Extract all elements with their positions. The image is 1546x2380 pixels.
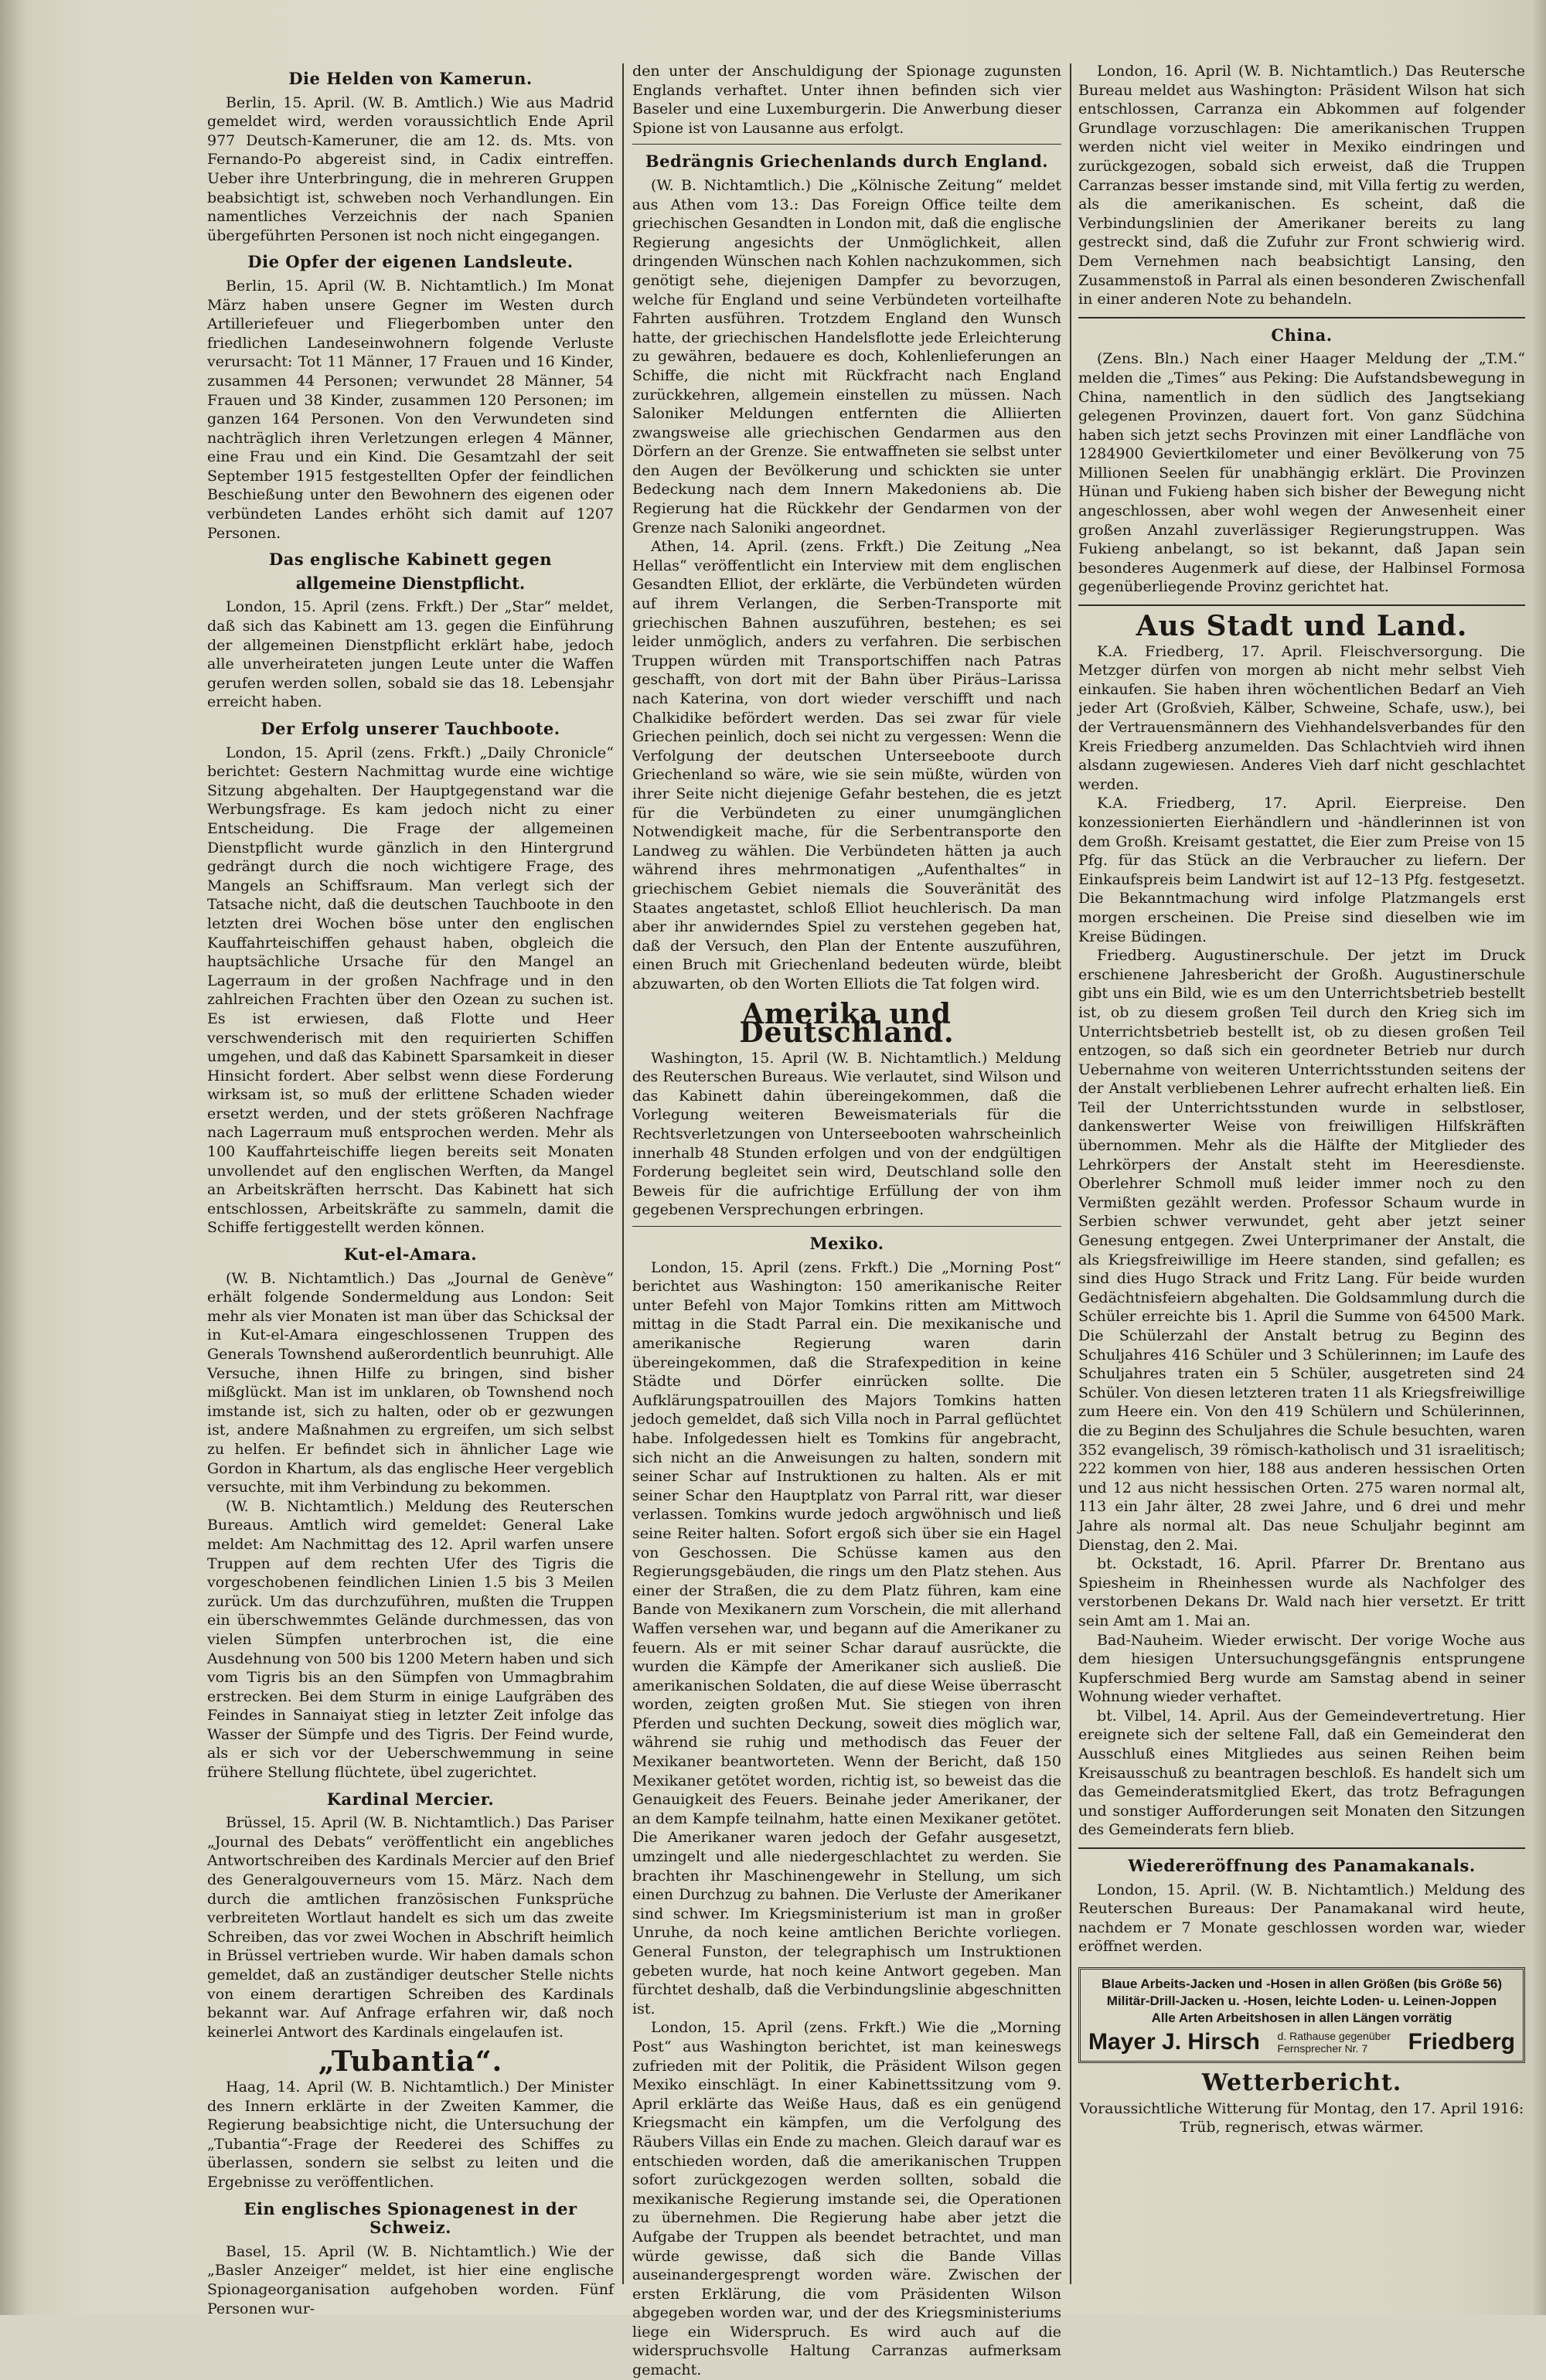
article-helden-kamerun-text: Berlin, 15. April. (W. B. Amtlich.) Wie aus Madrid gemeldet wird, werden voraussichtlich Ende April 977 Deutsch-Kameruner, die am 12. ds. Mts. von Fernando-Po abgereist sind, in Cadix eintreffen. Ueber ihre Unterbringung, die in mehreren Gruppen beabsichtigt ist, schweben noch Verhandlungen. Ein namentliches Verzeichnis der nach Spanien übergeführten Personen ist noch nicht eingegangen. <box>207 94 614 244</box>
article-mexiko-text-1: London, 15. April (zens. Frkft.) Die „Morning Post“ berichtet aus Washington: 150 amerikanische Reiter unter Befehl von Major Tomkins ritten am Mittwoch mittag in die Stadt Parral ein. Die mexikanische und amerikanische Regierung waren darin übereingekommen, daß die Strafexpedition in keine Städte und Dörfer einrücken sollte. Die Aufklärungspatrouillen des Majors Tomkins hatten jedoch gemeldet, daß sich Villa noch in Parral geflüchtet habe. Infolgedessen hielt es Tomkins für angebracht, sich nicht an die Anweisungen zu halten, sondern mit seiner Schar auf Instruktionen zu halten. Als er mit seiner Schar den Hauptplatz von Parral ritt, war dieser verlassen. Tomkins wurde jedoch argwöhnisch und ließ seine Reiter halten. Sofort ergoß sich über sie ein Hagel von Geschossen. Die Schüsse kamen aus den Regierungsgebäuden, die rings um den Platz stehen. Aus einer der Straßen, die zu dem Platz führen, kam eine Bande von Mexikanern zum Vorschein, die mit allerhand Waffen versehen war, und begann auf die Amerikaner zu feuern. Als er mit seiner Schar darauf ausrückte, die wurden die Kämpfe der Amerikaner sich ausließ. Die amerikanischen Soldaten, die auf diese Weise überrascht worden, zeigten großen Mut. Sie stiegen von ihren Pferden und suchten Deckung, soweit dies möglich war, während sie ruhig und methodisch das Feuer der Mexikaner beantworteten. Wenn der Bericht, daß 150 Mexikaner getötet worden, richtig ist, so beweist das die Genauigkeit des Feuers. Beinahe jeder Amerikaner, der an dem Kampfe teilnahm, hatte einen Mexikaner getötet. Die Amerikaner waren jedoch der Gefahr ausgesetzt, umzingelt und alle niedergeschlachtet zu werden. Sie brachten ihr Maschinengewehr in Stellung, um sich einen Durchzug zu bahnen. Die Verluste der Amerikaner sind schwer. Im Kriegsministerium ist man in großer Unruhe, da noch keine amtlichen Berichte vorliegen. General Funston, der telegraphisch um Instruktionen gebeten wurde, hat noch keine Antwort gegeben. Man fürchtet deshalb, daß die Verbindungslinie abgeschnitten ist. <box>632 1258 1061 2017</box>
weather-report <box>1078 2069 1525 2137</box>
ad-town: Friedberg <box>1408 2028 1515 2055</box>
column-rule-2 <box>1070 63 1071 2284</box>
divider <box>1078 604 1525 606</box>
weather-forecast-text: Trüb, regnerisch, etwas wärmer. <box>1180 2119 1424 2137</box>
headline-tauchboote: Der Erfolg unserer Tauchboote. <box>261 719 560 738</box>
article-china-text: (Zens. Bln.) Nach einer Haager Meldung der „T.M.“ melden die „Times“ aus Peking: Die Aufstandsbewegung in China, namentlich in den südlich des Jangtsekiang gelegenen Provinzen, dauert fort. Von ganz Südchina haben sich jetzt sechs Provinzen mit einer Landfläche von 1284900 Geviertkilometer und einer Bevölkerung von 75 Millionen Seelen für unabhängig erklärt. Die Provinzen Hünan und Fukieng haben sich bisher der Bewegung nicht angeschlossen, aber wohl wegen der Anwesenheit einer großen Anzahl zuverlässiger Regierungstruppen. Was Fukieng anbelangt, so ist bekannt, daß Japan sein besonderes Augenmerk auf diese, der Halbinsel Formosa gegenüberliegende Provinz gerichtet hat. <box>1078 350 1525 596</box>
headline-panamakanal: Wiedereröffnung des Panamakanals. <box>1128 1856 1476 1876</box>
headline-griechenland: Bedrängnis Griechenlands durch England. <box>645 152 1049 172</box>
ad-firm-row <box>1088 2030 1515 2055</box>
column-middle <box>632 62 1061 2379</box>
headline-mexiko: Mexiko. <box>809 1234 884 1254</box>
article-amerika-deutschland-text: Washington, 15. April (W. B. Nichtamtlich.) Meldung des Reuterschen Bureaus. Wie verlautet, sind Wilson und das Kabinett dahin übereingekommen, daß die Vorlegung weiteren Beweismaterials für die Rechtsverletzungen von Unterseebooten wahrscheinlich innerhalb 48 Stunden erfolgen und von der endgültigen Forderung begleitet sein wird, Deutschland solle den Beweis für die aufrichtige Erfüllung der von ihm gegebenen Versprechungen erbringen. <box>632 1049 1061 1219</box>
article-kardinal-mercier-text: Brüssel, 15. April (W. B. Nichtamtlich.) Das Pariser „Journal des Debats“ veröffentlicht ein angebliches Antwortschreiben des Kardinals Mercier auf den Brief des Generalgouverneurs vom 15. März. Nach dem durch die amtlichen französischen Funksprüche verbreiteten Wortlaut handelt es sich um das zweite Schreiben, das vor zwei Wochen in Abschrift heimlich in Brüssel vertrieben wurde. Wir haben damals schon gemeldet, daß an zuständiger deutscher Stelle nichts von einem derartigen Schreiben des Kardinals bekannt war. Auf Anfrage erfahren wir, daß noch keinerlei Antwort des Kardinals eingelaufen ist. <box>207 1814 614 2041</box>
headline-helden-kamerun: Die Helden von Kamerun. <box>288 69 533 88</box>
headline-china: China. <box>1271 325 1333 345</box>
article-griechenland-text-2: Athen, 14. April. (zens. Frkft.) Die Zeitung „Nea Hellas“ veröffentlicht ein Interview mit dem englischen Gesandten Elliot, der erklärte, die Verbündeten würden auf ihrem Verlangen, die Serben-Transporte mit griechischen Bahnen auszuführen, bestehen; es sei leider unmöglich, anders zu verfahren. Die serbischen Truppen würden mit Transportschiffen nach Patras geschafft, von dort mit der Bahn über Piräus–Larissa nach Katerina, von dort wieder verschifft und nach Chalkidike befördert werden. Das sei zwar für viele Griechen peinlich, doch sei nicht zu vergessen: Wenn die Verfolgung der deutschen Unterseeboote durch Griechenland so wäre, wie sie sein müßte, würden von ihrer Seite nicht diejenige Gefahr bestehen, die es jetzt für die Verbündeten zu einer unumgänglichen Notwendigkeit mache, für die Serbentransporte den Landweg zu wählen. Die Verbündeten hätten ja auch während ihres mehrmonatigen „Aufenthaltes“ in griechischem Gebiet niemals die Souveränität des Staates angetastet, schloß Elliot heuchlerisch. Da man aber ihr anwiderndes Spiel zu verstehen gegeben hat, daß der Versuch, den Plan der Entente auszuführen, einen Bruch mit Griechenland bedeuten würde, bleibt abzuwarten, ob den Worten Elliots die Tat folgen wird. <box>632 538 1061 993</box>
binding-edge <box>0 0 26 2315</box>
ad-firm-name: Mayer J. Hirsch <box>1088 2028 1260 2055</box>
headline-opfer-landsleute: Die Opfer der eigenen Landsleute. <box>247 252 574 272</box>
divider <box>1078 317 1525 318</box>
article-mexiko-text-2: London, 15. April (zens. Frkft.) Wie die „Morning Post“ aus Washington berichtet, ist man keineswegs zufrieden mit der Politik, die Präsident Wilson gegen Mexiko einschlägt. In einer Kabinettssitzung vom 9. April erklärte das Weiße Haus, daß es ein genügend Kriegsmacht ein kämpfen, um die Verfolgung des Räubers Villas ein Ende zu machen. Gleich darauf war es entschieden worden, daß die amerikanischen Truppen sofort zurückgezogen werden sollten, sobald die mexikanische Regierung imstande sei, die Operationen zu übernehmen. Die Regierung habe aber jetzt die Aufgabe der Truppen als beendet betrachtet, und man würde gewisse, daß sich die Bande Villas auseinandergesprengt worden wäre. Zwischen der ersten Erklärung, die vom Präsidenten Wilson abgegeben worden war, und der des Kriegsministeriums liege ein Widerspruch. Es wird auch auf die widerspruchsvolle Haltung Carranzas aufmerksam gemacht. <box>632 2019 1061 2379</box>
headline-aus-stadt-und-land: Aus Stadt und Land. <box>1136 610 1468 643</box>
divider <box>1078 1847 1525 1849</box>
ad-line-2: Militär-Drill-Jacken u. -Hosen, leichte Loden- u. Leinen-Joppen <box>1106 1994 1497 2008</box>
article-kut-el-amara-text-1: (W. B. Nichtamtlich.) Das „Journal de Genève“ erhält folgende Sondermeldung aus London: Seit mehr als vier Monaten ist man über das Schicksal der in Kut-el-Amara eingeschlossenen Truppen des Generals Townshend außerordentlich beunruhigt. Alle Versuche, ihnen Hilfe zu bringen, sind bisher mißglückt. Man ist im unklaren, ob Townshend noch imstande ist, sich zu halten, oder ob er gezwungen ist, andere Maßnahmen zu ergreifen, um sich selbst zu helfen. Er befindet sich in ähnlicher Lage wie Gordon in Khartum, als das englische Heer vergeblich versuchte, mit ihm Verbindung zu bekommen. <box>207 1269 614 1496</box>
headline-kabinett-gegen: Das englische Kabinett gegen <box>269 550 552 570</box>
article-opfer-landsleute-text: Berlin, 15. April (W. B. Nichtamtlich.) Im Monat März haben unsere Gegner im Westen durch Artilleriefeuer und Fliegerbomben unter den friedlichen Landeseinwohnern folgende Verluste verursacht: Tot 11 Männer, 17 Frauen und 16 Kinder, zusammen 44 Personen; verwundet 28 Männer, 54 Frauen und 38 Kinder, zusammen 120 Personen; im ganzen 164 Personen. Von den Verwundeten sind nachträglich ihren Verletzungen erlegen 4 Männer, eine Frau und ein Kind. Die Gesamtzahl der seit September 1915 festgestellten Opfer der feindlichen Beschießung unter den Bewohnern des eigenen oder verbündeten Landes erhöht sich damit auf 1207 Personen. <box>207 277 614 542</box>
local-news-ockstadt: bt. Ockstadt, 16. April. Pfarrer Dr. Brentano aus Spiesheim in Rheinhessen wurde als Nachfolger des verstorbenen Dekans Dr. Wald nach hier versetzt. Er tritt sein Amt am 1. Mai an. <box>1078 1555 1525 1629</box>
ad-address <box>1278 2030 1391 2055</box>
article-spionagenest-text: Basel, 15. April (W. B. Nichtamtlich.) Wie der „Basler Anzeiger“ meldet, ist hier eine englische Spionageorganisation aufgehoben worden. Fünf Personen wur- <box>207 2242 614 2317</box>
headline-wetterbericht: Wetterbericht. <box>1201 2069 1402 2096</box>
article-kabinett-text: London, 15. April (zens. Frkft.) Der „Star“ meldet, daß sich das Kabinett am 13. gegen die Einführung der allgemeinen Dienstpflicht erklärt habe, jedoch alle unverheirateten jungen Leute unter die Waffen gerufen werden sollen, sobald sie das 18. Lebensjahr erreicht haben. <box>207 598 614 711</box>
ad-line-3: Alle Arten Arbeitshosen in allen Längen vorrätig <box>1151 2011 1452 2025</box>
divider <box>632 1226 1061 1227</box>
advertisement-mayer-hirsch <box>1078 1967 1525 2063</box>
headline-spionagenest: Ein englisches Spionagenest in der Schweiz. <box>243 2198 577 2238</box>
headline-kut-el-amara: Kut-el-Amara. <box>343 1244 478 1265</box>
column-left <box>207 62 614 2317</box>
article-mexiko-wilson-text: London, 16. April (W. B. Nichtamtlich.) Das Reutersche Bureau meldet aus Washington: Präsident Wilson hat sich entschlossen, Carranza ein Abkommen auf folgender Grundlage vorzuschlagen: Die amerikanischen Truppen werden nicht viel weiter in Mexiko eindringen und zurückgezogen, sobald sich erweist, daß die Truppen Carranzas besser imstande sind, mit Villa fertig zu werden, als die amerikanischen. Es scheint, daß die Verbindungslinien der Amerikaner bereits zu lang gestreckt sind, daß die Zufuhr zur Front schwierig wird. Dem Vernehmen nach beabsichtigt Lansing, den Zusammenstoß in Parral als einen besonderen Zwischenfall in einer anderen Note zu behandeln. <box>1078 63 1525 308</box>
article-kut-el-amara-text-2: (W. B. Nichtamtlich.) Meldung des Reuterschen Bureaus. Amtlich wird gemeldet: General Lake meldet: Am Nachmittag des 12. April warfen unsere Truppen auf dem rechten Ufer des Tigris die vorgeschobenen feindlichen Linien 1.5 bis 3 Meilen zurück. Um das durchzuführen, mußten die Truppen ein überschwemmtes Gelände durchmessen, das von vielen Sümpfen unterbrochen ist, die eine Ausdehnung von 500 bis 1200 Metern haben und sich vom Tigris bis an den Sümpfen von Ummagbrahim erstrecken. Bei dem Sturm in einige Laufgräben des Feindes in Sannaiyat stieg in letzter Zeit infolge das Wasser der Sümpfe und des Tigris. Der Feind wurde, als er sich vor der Ueberschwemmung in seine frühere Stellung flüchtete, übel zugerichtet. <box>207 1497 614 1782</box>
local-news-bad-nauheim: Bad-Nauheim. Wieder erwischt. Der vorige Woche aus dem hiesigen Untersuchungsgefängnis entsprungene Kupferschmied Berg wurde am Samstag abend in seiner Wohnung wieder verhaftet. <box>1078 1631 1525 1706</box>
column-rule-1 <box>622 63 624 2284</box>
article-tubantia-text: Haag, 14. April (W. B. Nichtamtlich.) Der Minister des Innern erklärte in der Zweiten Kammer, die Regierung beabsichtige nicht, die Untersuchung der „Tubantia“-Frage der Reederei des Schiffes zu überlassen, sondern sie selbst zu leiten und die Ergebnisse zu veröffentlichen. <box>207 2078 614 2191</box>
headline-amerika-deutschland: Amerika und Deutschland. <box>739 997 955 1050</box>
headline-dienstpflicht: allgemeine Dienstpflicht. <box>295 573 526 593</box>
article-panamakanal-text: London, 15. April. (W. B. Nichtamtlich.) Meldung des Reuterschen Bureaus: Der Panamakanal wird heute, nachdem er 7 Monate geschlossen worden war, wieder eröffnet werden. <box>1078 1881 1525 1956</box>
headline-kardinal-mercier: Kardinal Mercier. <box>326 1789 495 1809</box>
article-spionagenest-continued: den unter der Anschuldigung der Spionage zugunsten Englands verhaftet. Unter ihnen befinden sich vier Baseler und eine Luxemburgerin. Die Anwerbung dieser Spione ist von Lausanne aus erfolgt. <box>632 63 1061 137</box>
local-news-eierpreise: K.A. Friedberg, 17. April. Eierpreise. Den konzessionierten Eierhändlern und -händlerinnen ist von dem Großh. Kreisamt gestattet, die Eier zum Preise von 15 Pfg. für das Stück an die Verbraucher zu liefern. Der Einkaufspreis beim Landwirt ist auf 12–13 Pfg. festgesetzt. Die Bekanntmachung wird infolge Platzmangels erst morgen erscheinen. Die Preise sind dieselben wie im Kreise Büdingen. <box>1078 795 1525 945</box>
local-news-vilbel: bt. Vilbel, 14. April. Aus der Gemeindevertretung. Hier ereignete sich der seltene Fall, daß ein Gemeinderat den Ausschluß eines Mitgliedes aus seinen Reihen beim Kreisausschuß zu beantragen beschloß. Es handelt sich um das Gemeinderatsmitglied Ekert, das trotz Befragungen und sonstiger Aufforderungen seit Monaten den Sitzungen des Gemeinderats fern blieb. <box>1078 1707 1525 1839</box>
weather-forecast-date: Voraussichtliche Witterung für Montag, den 17. April 1916: <box>1079 2099 1524 2117</box>
article-tauchboote-text: London, 15. April (zens. Frkft.) „Daily Chronicle“ berichtet: Gestern Nachmittag wurde eine wichtige Sitzung abgehalten. Der Hauptgegenstand war die Werbungsfrage. Es kam jedoch nicht zu einer Entscheidung. Die Frage der allgemeinen Dienstpflicht wurde gänzlich in den Hintergrund gedrängt durch die noch wichtigere Frage, des Mangels an Schiffsraum. Man verlegt sich der Tatsache nicht, daß die deutschen Tauchboote in den letzten drei Wochen böse unter den englischen Kauffahrteischiffen gehaust haben, obgleich die hauptsächliche Ursache für den Mangel an Lagerraum in der großen Nachfrage und in den zahlreichen Frachten über den Ozean zu suchen ist. Es ist erwiesen, daß Flotte und Heer verschwenderisch mit den requirierten Schiffen umgehen, und daß das Kabinett Sparsamkeit in dieser Hinsicht fordert. Aber selbst wenn diese Forderung wirksam ist, so muß der erlittene Schaden wieder ersetzt werden, und der stets größeren Nachfrage nach Lagerraum muß entsprochen werden. Mehr als 100 Kauffahrteischiffe liegen bereits seit Monaten unvollendet auf den englischen Werften, da Mangel an Arbeitskräften herrscht. Das Kabinett hat sich entschlossen, Arbeitskräfte zu sammeln, damit die Schiffe fertiggestellt werden können. <box>207 744 614 1237</box>
page-edge-right <box>1531 0 1546 2315</box>
column-right <box>1078 62 1525 2284</box>
divider <box>632 144 1061 145</box>
local-news-fleischversorgung: K.A. Friedberg, 17. April. Fleischversorgung. Die Metzger dürfen von morgen ab nicht mehr selbst Vieh einkaufen. Sie haben ihren wöchentlichen Bedarf an Vieh jeder Art (Großvieh, Kälber, Schweine, Schafe, usw.), bei der Vertrauensmännern des Viehhandelsverbandes für den Kreis Friedberg anzumelden. Das Schlachtvieh wird ihnen alsdann zugewiesen. Anderes Vieh darf nicht geschlachtet werden. <box>1078 642 1525 793</box>
ad-address-line-2: Fernsprecher Nr. 7 <box>1277 2042 1368 2055</box>
headline-tubantia: „Tubantia“. <box>318 2045 503 2079</box>
ad-line-1: Blaue Arbeits-Jacken und -Hosen in allen Größen (bis Größe 56) <box>1102 1977 1502 1991</box>
ad-address-line-1: d. Rathause gegenüber <box>1277 2030 1391 2042</box>
local-news-augustinerschule: Friedberg. Augustinerschule. Der jetzt im Druck erschienene Jahresbericht der Großh. Augustinerschule gibt uns ein Bild, wie es um den Unterrichtsbetrieb bestellt ist, ob zu diesem großen Teil durch den Krieg sich im Unterrichtsbetrieb bestellt ist, ob zu diesen großen Teil entzogen, so daß sich ein geordneter Betrieb nur durch Uebernahme von weiteren Unterrichtsstunden seitens der der Anstalt verbliebenen Lehrer aufrecht erhalten ließ. Ein Teil der Unterrichtsstunden wurde in selbstloser, dankenswerter Weise von freiwilligen Hilfskräften übernommen. Mehr als die Hälfte der Mitglieder des Lehrkörpers der Anstalt steht im Heeresdienste. Oberlehrer Schmoll muß leider immer noch zu den Vermißten gezählt werden. Professor Schaum wurde in Serbien schwer verwundet, geht aber jetzt seiner Genesung entgegen. Zwei Unterprimaner der Anstalt, die als Kriegsfreiwillige im Heere standen, sind gefallen; es sind dies Hugo Strack und Fritz Lang. Für beide wurden Gedächtnisfeiern abgehalten. Die Goldsammlung durch die Schüler erreichte bis 1. April die Summe von 64500 Mark. Die Schülerzahl der Anstalt betrug zu Beginn des Schuljahres 416 Schüler und 3 Schülerinnen; im Laufe des Schuljahres traten ein 5 Schüler, ausgetreten sind 24 Schüler. Von diesen letzteren traten 11 als Kriegsfreiwillige zum Heere ein. Von den 419 Schülern und Schülerinnen, die zu Beginn des Schuljahres die Schule besuchten, waren 352 evangelisch, 39 römisch-katholisch und 31 israelitisch; 222 kommen von hier, 188 aus anderen hessischen Orten und 12 aus nicht hessischen Orten. 275 waren normal alt, 113 ein Jahr älter, 28 zwei Jahre, und 6 drei und mehr Jahre als normal alt. Das neue Schuljahr beginnt am Dienstag, den 2. Mai. <box>1078 947 1525 1554</box>
article-griechenland-text-1: (W. B. Nichtamtlich.) Die „Kölnische Zeitung“ meldet aus Athen vom 13.: Das Foreign Office teilte dem griechischen Gesandten in London mit, daß die englische Regierung angesichts der Unmöglichkeit, allen dringenden Wünschen nach Kohlen nachzukommen, sich genötigt sehe, diejenigen Dampfer zu bevorzugen, welche für England und seine Verbündeten vorteilhafte Fahrten ausführen. Trotzdem England den Wunsch hatte, der griechischen Handelsflotte jede Erleichterung zu gewähren, bedauere es doch, Kohlenlieferungen an Schiffe, die nicht mit Rückfracht nach England zurückkehren, allgemein einstellen zu müssen. Nach Saloniker Meldungen entfernten die Alliierten zwangsweise alle griechischen Gendarmen aus den Dörfern an der Grenze. Sie entwaffneten sie selbst unter den Augen der Bevölkerung und schickten sie unter Bedeckung nach dem Innern Makedoniens ab. Die Regierung hat die Rückkehr der Gendarmen von der Grenze nach Saloniki angeordnet. <box>632 176 1061 536</box>
